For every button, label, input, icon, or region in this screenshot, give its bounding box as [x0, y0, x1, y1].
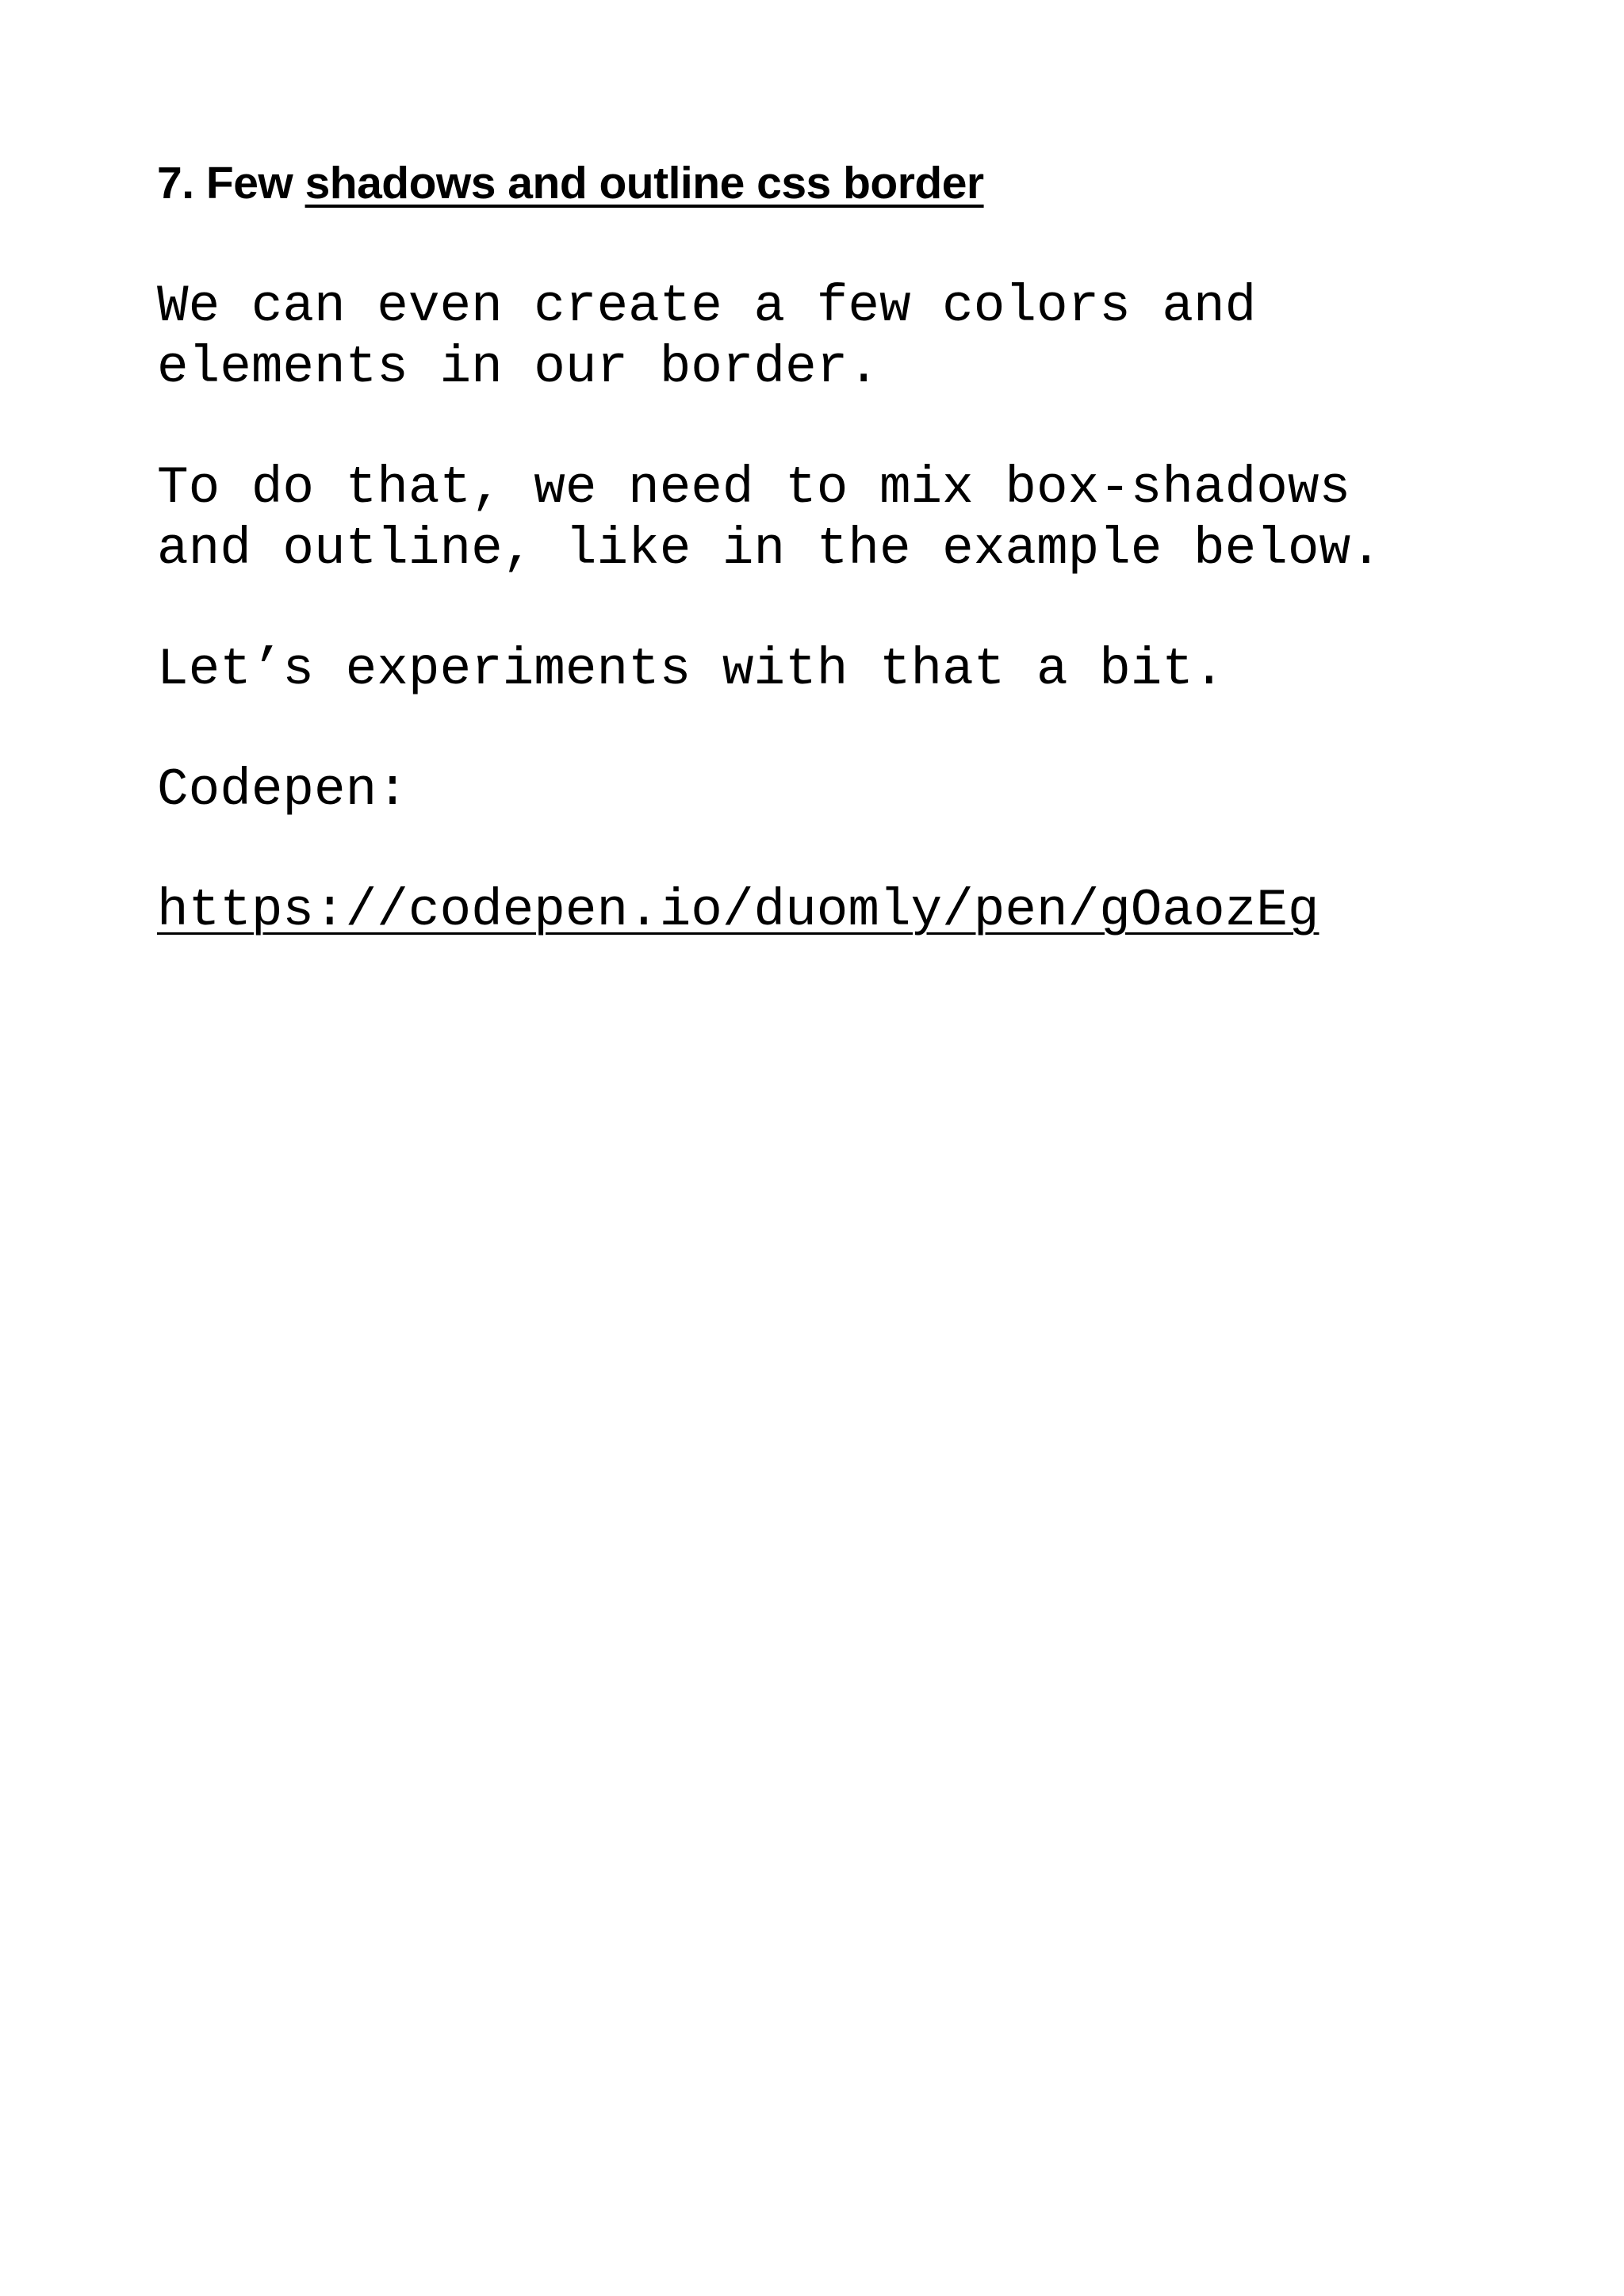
codepen-link[interactable]: https://codepen.io/duomly/pen/gOaozEg	[157, 881, 1320, 940]
heading-prefix: 7. Few	[157, 158, 305, 209]
document-page	[157, 155, 1505, 941]
heading-link[interactable]: shadows and outline css border	[304, 158, 984, 209]
paragraph-line: elements in our border.	[157, 338, 879, 397]
paragraph-line: To do that, we need to mix box-shadows	[157, 458, 1351, 518]
codepen-link-line	[157, 880, 1505, 941]
paragraph-line: We can even create a few colors and	[157, 277, 1257, 336]
section-heading	[157, 155, 1505, 211]
codepen-label: Codepen:	[157, 760, 408, 820]
paragraph-line: and outline, like in the example below.	[157, 519, 1382, 579]
paragraph-line: Let’s experiments with that a bit.	[157, 640, 1225, 699]
